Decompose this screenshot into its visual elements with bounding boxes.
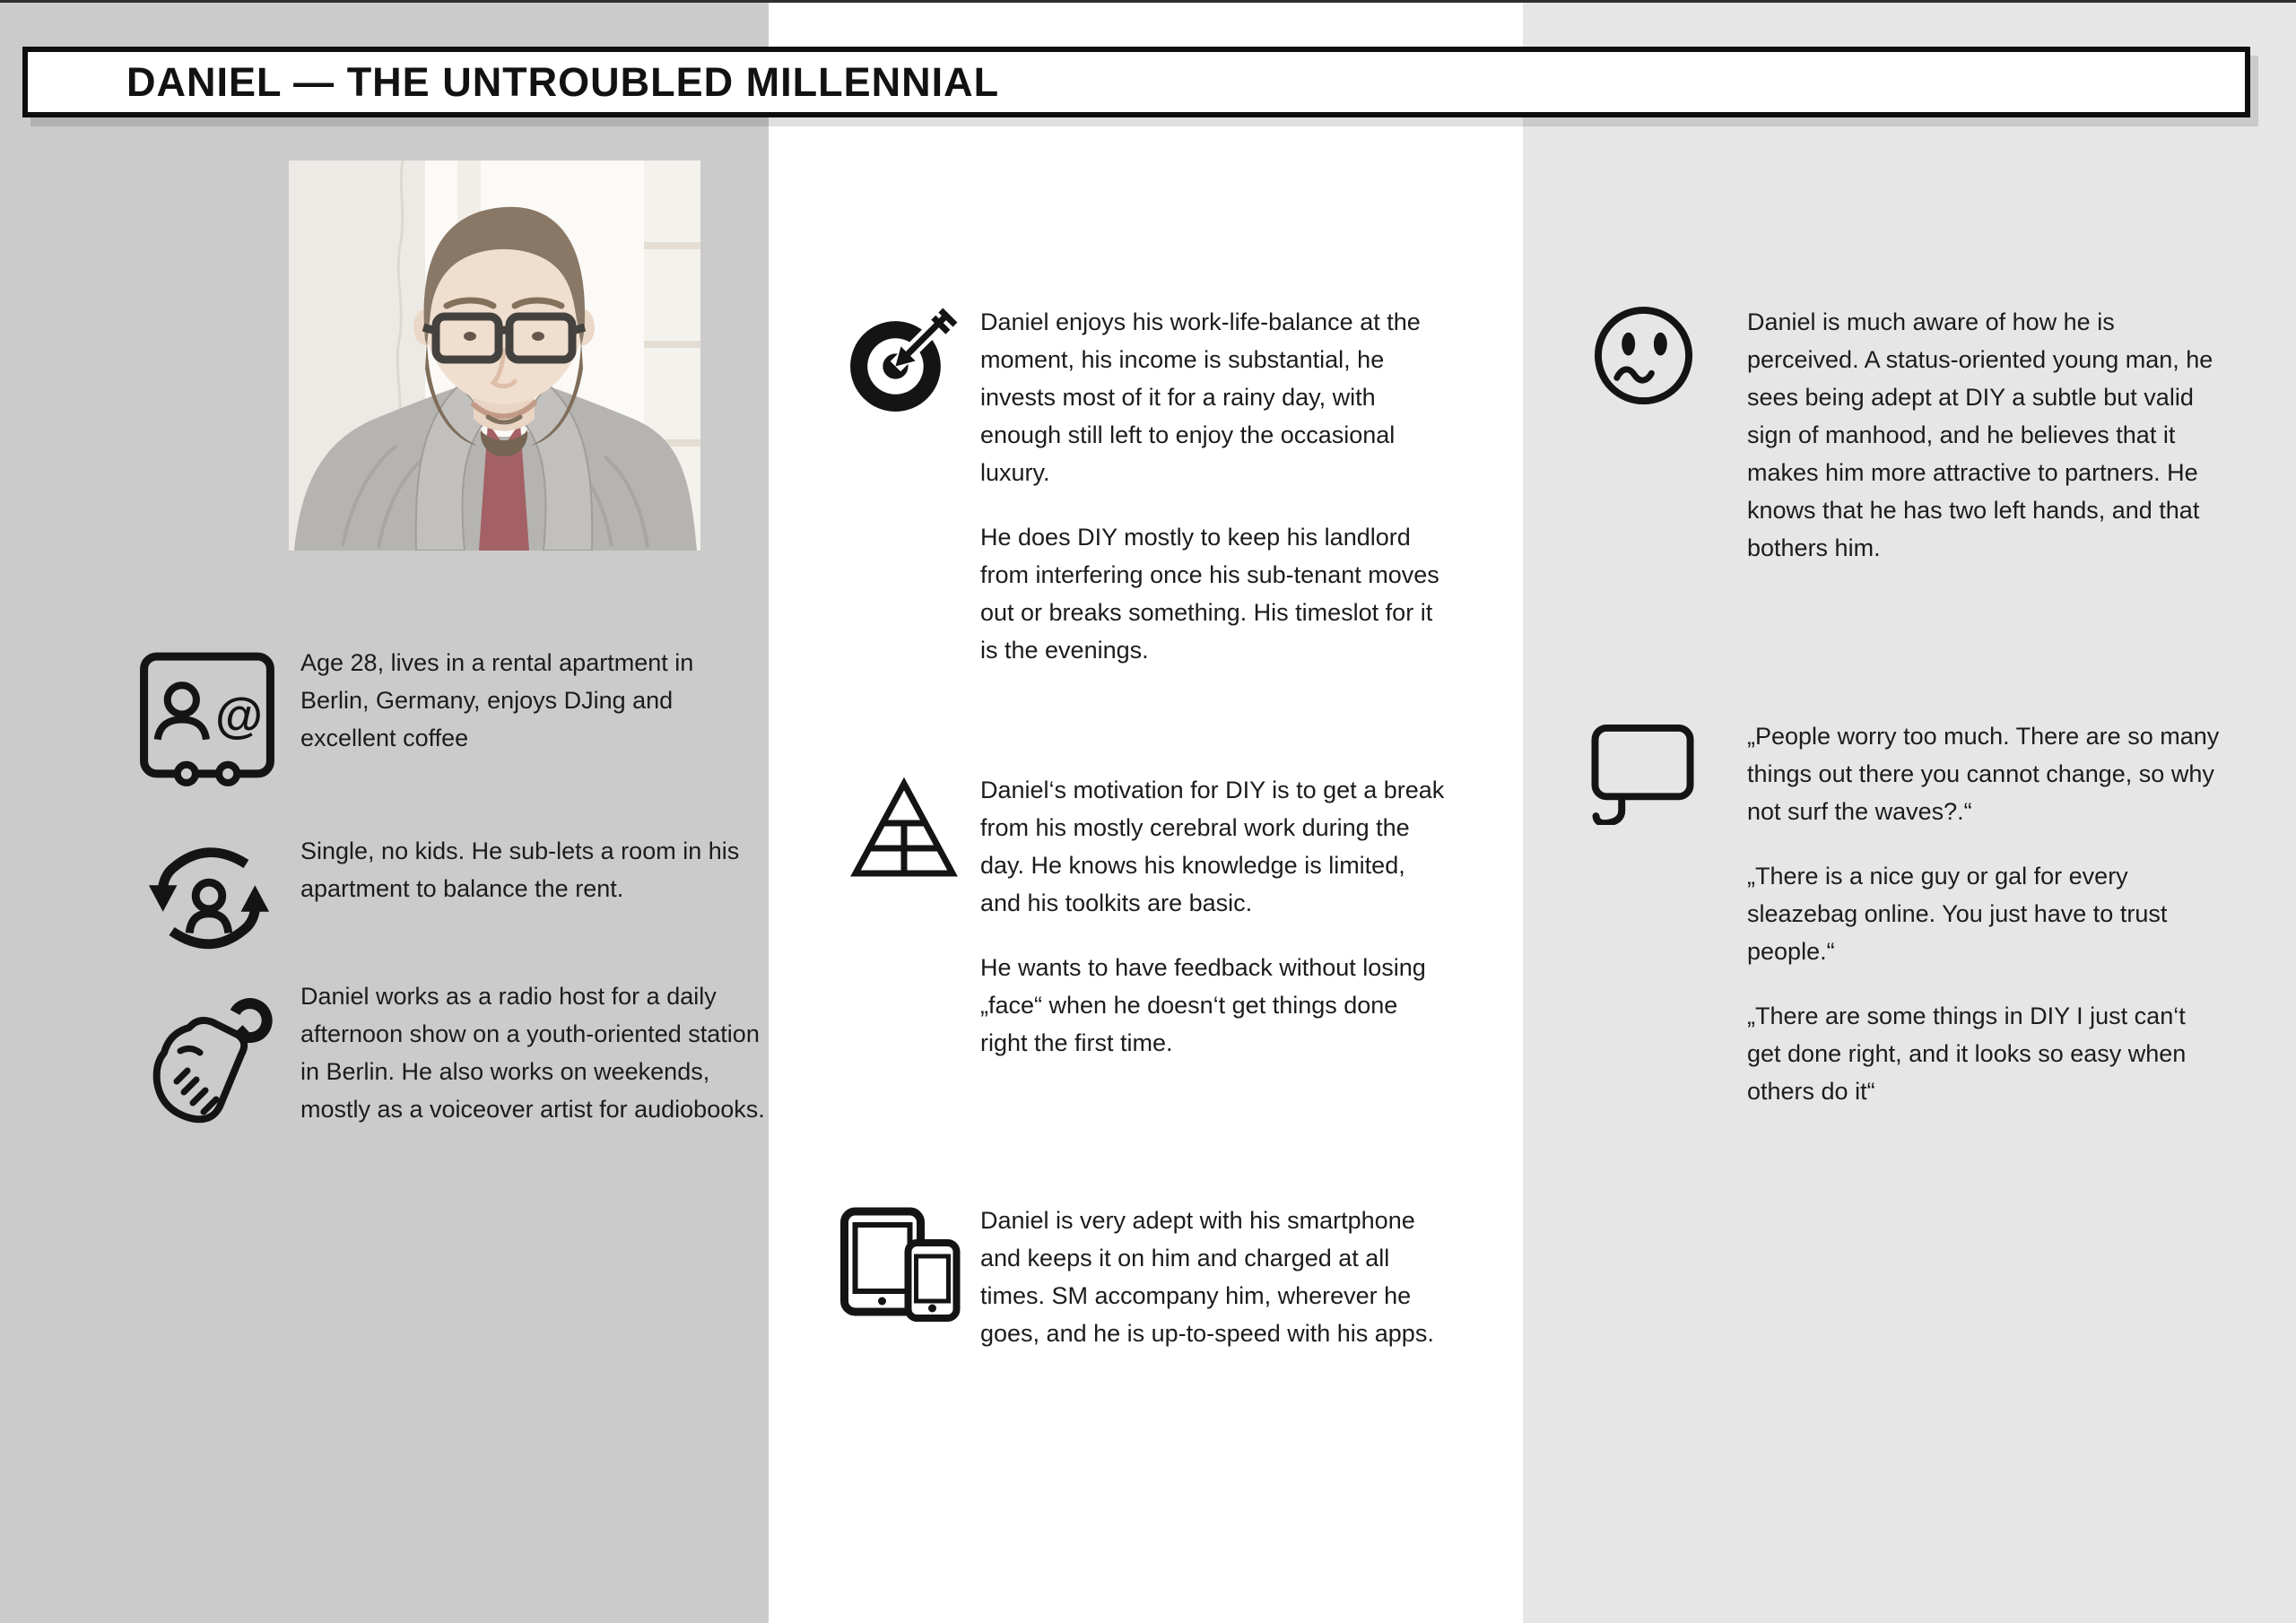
motivation-paragraph: He wants to have feedback without losing „face“ when he doesn‘t get things done right the first time. (980, 954, 1426, 1056)
target-icon (845, 305, 958, 418)
quote-text: „People worry too much. There are so many things out there you cannot change, so why not surf the waves?.“ (1747, 723, 2220, 825)
speech-bubble-icon (1589, 723, 1697, 825)
self-image-paragraph: Daniel is much aware of how he is perceived. A status-oriented young man, he sees being adept at DIY a subtle but valid sign of manhood, and he believes that it makes him more attractive to partners. He knows that he has two left hands, and that bothers him. (1747, 308, 2213, 561)
tech-usage-text (980, 1202, 1447, 1352)
goals-paragraph: Daniel enjoys his work-life-balance at the moment, his income is substantial, he invests most of it for a rainy day, with enough still left to enjoy the occasional luxury. (980, 308, 1421, 486)
motivation-paragraph: Daniel‘s motivation for DIY is to get a break from his mostly cerebral work during the day. He knows his knowledge is limited, and his toolkits are basic. (980, 777, 1445, 916)
top-border-line (0, 0, 2296, 3)
pyramid-icon (850, 777, 958, 881)
title-bar (22, 47, 2250, 117)
contact-card-icon (139, 642, 275, 791)
quote-text: „There are some things in DIY I just can‘t get done right, and it looks so easy when others do it“ (1747, 1002, 2187, 1105)
household-paragraph: Single, no kids. He sub-lets a room in his apartment to balance the rent. (300, 838, 740, 902)
goals-text (980, 303, 1447, 669)
occupation-text (300, 977, 767, 1128)
occupation-paragraph: Daniel works as a radio host for a daily afternoon show on a youth-oriented station in Berlin. He also works on weekends, mostly as a voiceover artist for audiobooks. (300, 983, 765, 1123)
quotes-text (1747, 717, 2222, 1110)
svg-text:@: @ (215, 688, 264, 743)
persona-photo (289, 161, 700, 551)
portrait-illustration (289, 161, 700, 551)
devices-icon (838, 1207, 963, 1322)
wry-face-icon (1593, 305, 1695, 407)
goals-paragraph: He does DIY mostly to keep his landlord from interfering once his sub-tenant moves out or breaks something. His timeslot for it is the evenings. (980, 524, 1439, 664)
hand-wrench-icon (133, 994, 278, 1144)
page-title: DANIEL — THE UNTROUBLED MILLENNIAL (126, 58, 1000, 105)
self-image-text (1747, 303, 2218, 567)
tech-usage-paragraph: Daniel is very adept with his smartphone and keeps it on him and charged at all times. SM accompany him, wherever he goes, and he is up-to-speed with his apps. (980, 1207, 1434, 1347)
motivation-text (980, 771, 1447, 1062)
quote-text: „There is a nice guy or gal for every sleazebag online. You just have to trust people.“ (1747, 863, 2168, 965)
person-cycle-icon (142, 830, 274, 967)
household-text (300, 832, 767, 907)
profile-basics-text (300, 644, 767, 757)
profile-basics-paragraph: Age 28, lives in a rental apartment in Berlin, Germany, enjoys DJing and excellent coffee (300, 649, 694, 751)
